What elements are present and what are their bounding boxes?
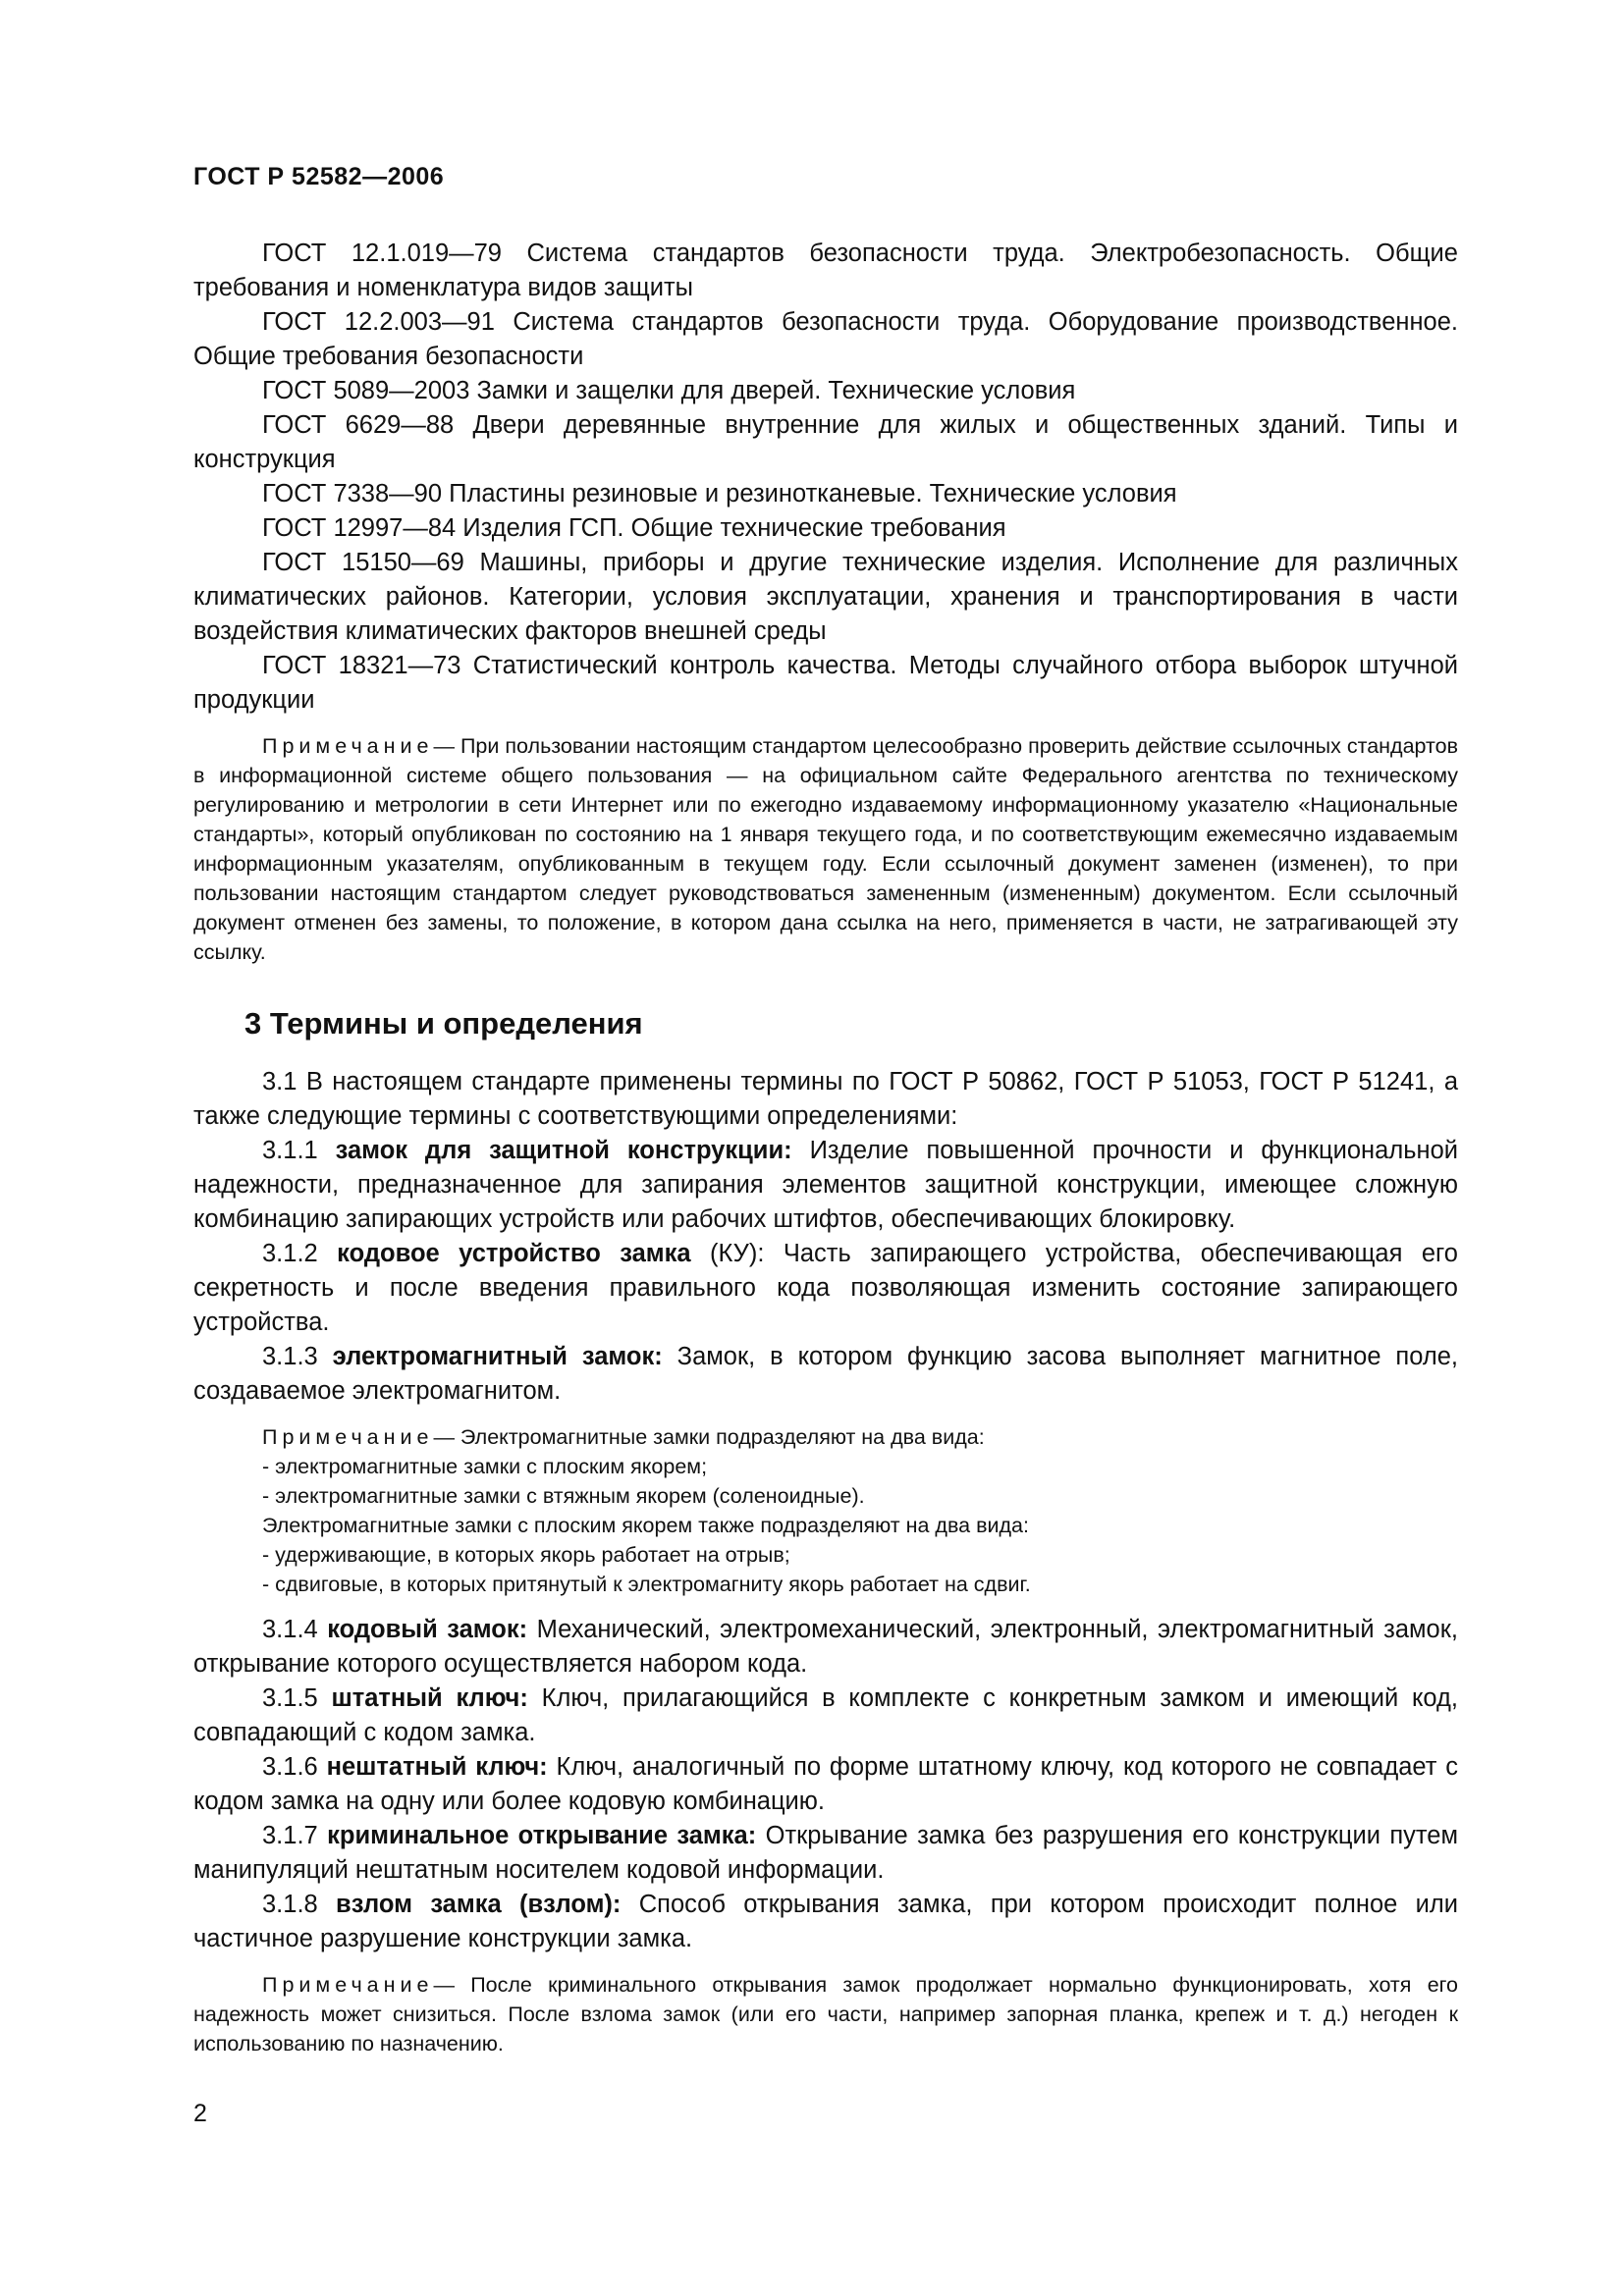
term-3-1-3: 3.1.3 электромагнитный замок: Замок, в котором функцию засова выполняет магнитное поле, создаваемое электромагнитом. <box>193 1343 1458 1405</box>
ref-item: ГОСТ 12997—84 Изделия ГСП. Общие технические требования <box>262 514 1006 542</box>
list-item: - удерживающие, в которых якорь работает на отрыв; <box>262 1543 790 1567</box>
list-item: - электромагнитные замки с втяжным якорем (соленоидные). <box>262 1484 865 1508</box>
document-body <box>193 237 1458 2058</box>
note-text: Электромагнитные замки с плоским якорем также подразделяют на два вида: <box>262 1514 1029 1537</box>
list-item: - сдвиговые, в которых притянутый к электромагниту якорь работает на сдвиг. <box>262 1573 1031 1596</box>
ref-item: ГОСТ 7338—90 Пластины резиновые и резинотканевые. Технические условия <box>262 480 1177 507</box>
note-references <box>193 731 1458 967</box>
term-3-1-2: 3.1.2 кодовое устройство замка (КУ): Часть запирающего устройства, обеспечивающая его секретность и после введения правильного кода позволяющая изменить состояние запирающего устройства. <box>193 1240 1458 1336</box>
term-3-1-7: 3.1.7 криминальное открывание замка: Открывание замка без разрушения его конструкции путем манипуляций нештатным носителем кодовой информации. <box>193 1822 1458 1884</box>
term-3-1-1: 3.1.1 замок для защитной конструкции: Изделие повышенной прочности и функциональной надежности, предназначенное для запирания элементов защитной конструкции, имеющее сложную комбинацию запирающих устройств или рабочих штифтов, обеспечивающих блокировку. <box>193 1137 1458 1233</box>
section-heading: 3 Термины и определения <box>244 1006 643 1041</box>
note-label: Примечание <box>262 734 434 758</box>
ref-item: ГОСТ 15150—69 Машины, приборы и другие технические изделия. Исполнение для различных климатических районов. Категории, условия эксплуатации, хранения и транспортирования в части воздействия климатических факторов внешней среды <box>193 549 1458 645</box>
term-3-1-4: 3.1.4 кодовый замок: Механический, электромеханический, электронный, электромагнитный замок, открывание которого осуществляется набором кода. <box>193 1616 1458 1678</box>
ref-item: ГОСТ 5089—2003 Замки и защелки для дверей. Технические условия <box>262 377 1076 404</box>
ref-item: ГОСТ 18321—73 Статистический контроль качества. Методы случайного отбора выборок штучной продукции <box>193 652 1458 714</box>
ref-item: ГОСТ 12.2.003—91 Система стандартов безопасности труда. Оборудование производственное. Общие требования безопасности <box>193 308 1458 370</box>
ref-item: ГОСТ 6629—88 Двери деревянные внутренние для жилых и общественных зданий. Типы и конструкция <box>193 411 1458 473</box>
note-label: Примечание <box>262 1973 434 1997</box>
ref-item: ГОСТ 12.1.019—79 Система стандартов безопасности труда. Электробезопасность. Общие требования и номенклатура видов защиты <box>193 240 1458 301</box>
note-break-in <box>193 1970 1458 2058</box>
note-text: — Электромагнитные замки подразделяют на два вида: <box>433 1425 985 1449</box>
note-text: — После криминального открывания замок продолжает нормально функционировать, хотя его надежность может снизиться. После взлома замок (или его части, например запорная планка, крепеж и т. д.) негоден к использованию по назначению. <box>193 1973 1458 2056</box>
note-text: — При пользовании настоящим стандартом целесообразно проверить действие ссылочных стандартов в информационной системе общего пользования — на официальном сайте Федерального агентства по техническому регулированию и метрологии в сети Интернет или по ежегодно издаваемому информационному указателю «Национальные стандарты», который опубликован по состоянию на 1 января текущего года, и по соответствующим ежемесячно издаваемым информационным указателям, опубликованным в текущем году. Если ссылочный документ заменен (изменен), то при пользовании настоящим стандартом следует руководствоваться замененным (измененным) документом. Если ссылочный документ отменен без замены, то положение, в котором дана ссылка на него, применяется в части, не затрагивающей эту ссылку. <box>193 734 1458 964</box>
page-number: 2 <box>193 2100 207 2127</box>
note-label: Примечание <box>262 1425 434 1449</box>
list-item: - электромагнитные замки с плоским якорем; <box>262 1455 708 1478</box>
term-3-1-8: 3.1.8 взлом замка (взлом): Способ открывания замка, при котором происходит полное или частичное разрушение конструкции замка. <box>193 1891 1458 1952</box>
term-3-1-6: 3.1.6 нештатный ключ: Ключ, аналогичный по форме штатному ключу, код которого не совпадает с кодом замка на одну или более кодовую комбинацию. <box>193 1753 1459 1815</box>
term-3-1-5: 3.1.5 штатный ключ: Ключ, прилагающийся в комплекте с конкретным замком и имеющий код, совпадающий с кодом замка. <box>193 1684 1459 1746</box>
term-intro: 3.1 В настоящем стандарте применены термины по ГОСТ Р 50862, ГОСТ Р 51053, ГОСТ Р 51241, а также следующие термины с соответствующими определениями: <box>193 1068 1458 1130</box>
note-electromagnetic <box>193 1422 1458 1599</box>
document-code: ГОСТ Р 52582—2006 <box>193 163 445 190</box>
